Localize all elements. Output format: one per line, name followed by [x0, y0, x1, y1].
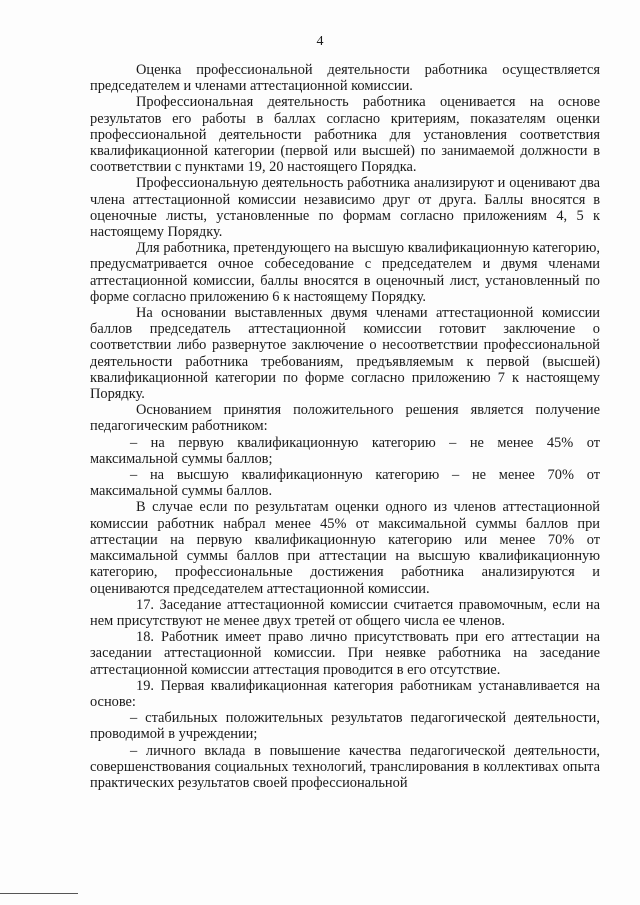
list-item: – личного вклада в повышение качества педагогической деятельности, совершенствования социальных технологий, транслирования в коллективах опыта практических результатов своей профессиональной	[90, 742, 600, 791]
paragraph: 17. Заседание аттестационной комиссии считается правомочным, если на нем присутствуют не менее двух третей от общего числа ее членов.	[90, 596, 600, 629]
list-item: – стабильных положительных результатов педагогической деятельности, проводимой в учреждении;	[90, 710, 600, 743]
paragraph: Профессиональную деятельность работника анализируют и оценивают два члена аттестационной комиссии независимо друг от друга. Баллы вносятся в оценочные листы, установленные по формам согласно приложениям 4, 5 к настоящему Порядку.	[90, 175, 600, 241]
paragraph: Профессиональная деятельность работника оценивается на основе результатов его работы в баллах согласно критериям, показателям оценки профессиональной деятельности работника для установления соответствия квалификационной категории (первой или высшей) по занимаемой должности в соответствии с пунктами 19, 20 настоящего Порядка.	[90, 94, 600, 176]
paragraph: 19. Первая квалификационная категория работникам устанавливается на основе:	[90, 677, 600, 710]
paragraph: На основании выставленных двумя членами аттестационной комиссии баллов председатель аттестационной комиссии готовит заключение о соответствии либо развернутое заключение о несоответствии профессиональной деятельности работника требованиям, предъявляемым к первой (высшей) квалификационной категории по форме согласно приложению 7 к настоящему Порядку.	[90, 305, 600, 403]
paragraph: Для работника, претендующего на высшую квалификационную категорию, предусматривается очное собеседование с председателем и двумя членами аттестационной комиссии, баллы вносятся в оценочный лист, установленный по форме согласно приложению 6 к настоящему Порядку.	[90, 240, 600, 305]
paragraph: Оценка профессиональной деятельности работника осуществляется председателем и членами аттестационной комиссии.	[90, 62, 600, 95]
scan-edge-line	[0, 893, 78, 894]
list-item: – на первую квалификационную категорию – не менее 45% от максимальной суммы баллов;	[90, 434, 600, 467]
paragraph: 18. Работник имеет право лично присутствовать при его аттестации на заседании аттестационной комиссии. При неявке работника на заседание аттестационной комиссии аттестация проводится в его отсутствие.	[90, 629, 600, 678]
paragraph: В случае если по результатам оценки одного из членов аттестационной комиссии работник набрал менее 45% от максимальной суммы баллов при аттестации на первую квалификационную категорию или менее 70% от максимальной суммы баллов при аттестации на высшую квалификационную категорию, профессиональные достижения работника анализируются и оцениваются председателем аттестационной комиссии.	[90, 499, 600, 597]
document-body	[90, 62, 600, 791]
paragraph: Основанием принятия положительного решения является получение педагогическим работником:	[90, 402, 600, 435]
page-number: 4	[316, 34, 324, 49]
list-item: – на высшую квалификационную категорию – не менее 70% от максимальной суммы баллов.	[90, 467, 600, 500]
